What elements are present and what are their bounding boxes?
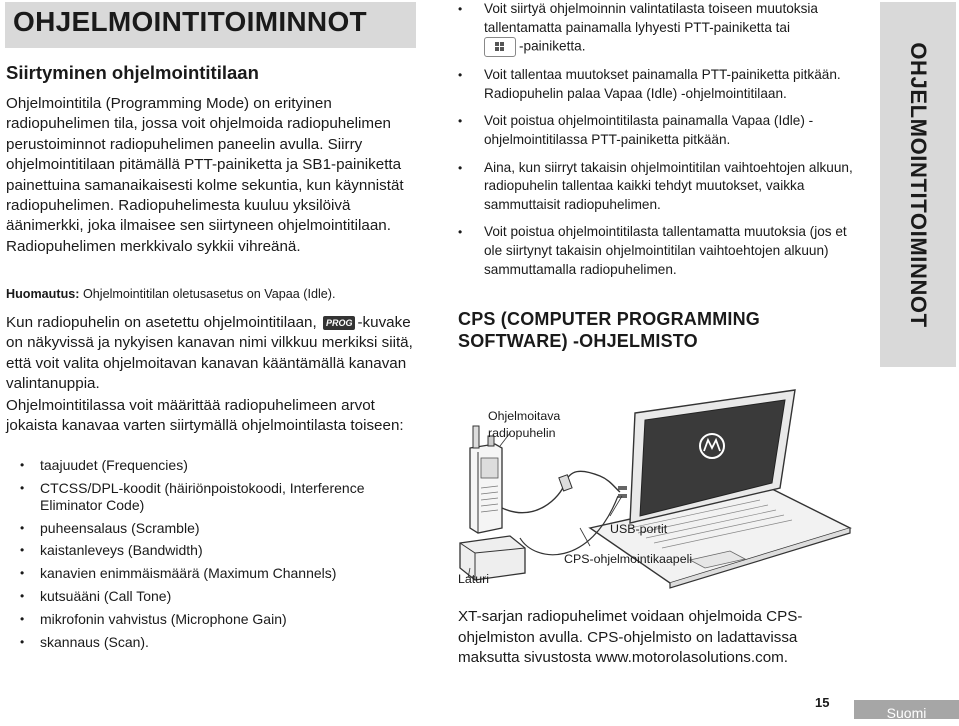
- list-item: • Voit poistua ohjelmointitilasta tallentamatta muutoksia (jos et ole siirtynyt takaisin ohjelmointitilan vaihtoehtojen alkuun) sammuttamalla radiopuhelimen.: [458, 223, 868, 279]
- callout-cable: CPS-ohjelmointikaapeli: [564, 552, 693, 566]
- page-title: OHJELMOINTITOIMINNOT: [5, 2, 416, 48]
- cps-heading: CPS (COMPUTER PROGRAMMING SOFTWARE) -OHJELMISTO: [458, 309, 760, 351]
- list-item: • Aina, kun siirryt takaisin ohjelmointitilan vaihtoehtojen alkuun, radiopuhelin tallentaa kaikki tehdyt muutokset, vaikka sammuttaisit radiopuhelimen.: [458, 159, 868, 215]
- programming-paragraph: Ohjelmointitilassa voit määrittää radiopuhelimeen arvot jokaista kanavaa varten siirtymällä ohjelmointilasta toiseen:: [6, 397, 404, 435]
- page-number: 15: [815, 695, 830, 710]
- intro-paragraph: Ohjelmointitila (Programming Mode) on erityinen radiopuhelimen tila, jossa voit ohjelmoida radiopuhelimen perustoiminnot radiopuhelimen paneelin avulla. Siirry ohjelmointitilaan pitämällä PTT-painiketta ja SB1-painiketta painettuina samanaikaisesti kolme sekuntia, kun käynnistät radiopuhelimen. Radiopuhelimesta kuuluu yksilöivä äänimerkki, joka ilmaisee sen siirtyneen ohjelmointitilaan. Radiopuhelimen merkkivalo sykkii vihreänä.: [6, 95, 404, 255]
- section-heading: Siirtyminen ohjelmointitilaan: [6, 62, 259, 83]
- list-item: • skannaus (Scan).: [18, 634, 418, 651]
- menu-key-icon: [484, 37, 516, 57]
- prog-text-after: -kuvake on näkyvissä ja nykyisen kanavan nimi vilkkuu merkiksi siitä, että voit valita ohjelmoitavan kanavan kääntämällä kanavan valintanuppia.: [6, 314, 413, 393]
- note-text: Ohjelmointitilan oletusasetus on Vapaa (Idle).: [82, 287, 336, 301]
- list-item: • mikrofonin vahvistus (Microphone Gain): [18, 611, 418, 628]
- list-item: [458, 0, 868, 57]
- list-item: • taajuudet (Frequencies): [18, 457, 418, 474]
- instruction-list: [458, 0, 868, 288]
- bullet1-text-before: Voit siirtyä ohjelmoinnin valintatilasta toiseen muutoksia tallentamatta painamalla lyhyesti PTT-painiketta tai: [484, 1, 818, 35]
- callout-radio: Ohjelmoitava radiopuhelin: [488, 409, 561, 440]
- cps-illustration: [440, 388, 860, 598]
- callout-charger: Laturi: [458, 572, 489, 586]
- language-tab: Suomi: [854, 700, 959, 719]
- callout-usb: USB-portit: [610, 522, 668, 536]
- list-item: • Voit poistua ohjelmointitilasta painamalla Vapaa (Idle) -ohjelmointitilassa PTT-painiketta pitkään.: [458, 112, 868, 149]
- side-tab-label: OHJELMOINTITOIMINNOT: [906, 42, 931, 328]
- list-item: • puheensalaus (Scramble): [18, 520, 418, 537]
- list-item: • Voit tallentaa muutokset painamalla PTT-painiketta pitkään. Radiopuhelin palaa Vapaa (Idle) -ohjelmointitilaan.: [458, 66, 868, 103]
- list-item: • CTCSS/DPL-koodit (häiriönpoistokoodi, Interference Eliminator Code): [18, 480, 418, 514]
- note-label: Huomautus:: [6, 287, 80, 301]
- list-item: • kaistanleveys (Bandwidth): [18, 542, 418, 559]
- prog-paragraph: [6, 313, 416, 395]
- bullet1-text-after: -painiketta.: [519, 38, 586, 54]
- prog-text-before: Kun radiopuhelin on asetettu ohjelmointitilaan,: [6, 314, 317, 331]
- list-item: • kutsuääni (Call Tone): [18, 588, 418, 605]
- note: [6, 286, 416, 303]
- feature-list: [18, 457, 418, 656]
- list-item: • kanavien enimmäismäärä (Maximum Channels): [18, 565, 418, 582]
- cps-paragraph: XT-sarjan radiopuhelimet voidaan ohjelmoida CPS-ohjelmiston avulla. CPS-ohjelmisto on ladattavissa maksutta sivustosta www.motorolasolutions.com.: [458, 608, 803, 666]
- prog-key-icon: PROG: [323, 316, 356, 330]
